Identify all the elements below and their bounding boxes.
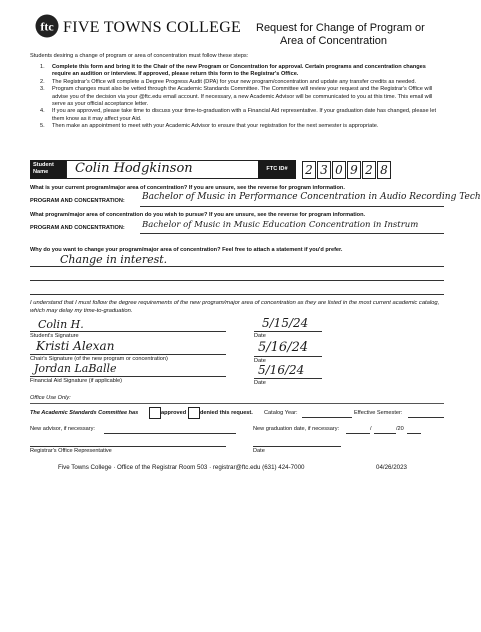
ftc-id-boxes [302,161,391,178]
current-program-underline [140,206,444,207]
financial-aid-date-line [254,378,322,379]
student-signature[interactable]: Colin H. [38,318,84,331]
new-advisor-line[interactable] [104,433,236,434]
effective-semester-label: Effective Semester: [354,410,403,416]
grad-year-line[interactable] [407,433,421,434]
form-title-line1: Request for Change of Program or [256,22,425,34]
student-date-label: Date [254,333,266,339]
committee-text: The Academic Standards Committee has [30,410,139,416]
chair-signature-line [30,354,226,355]
office-use-divider [30,403,444,404]
financial-aid-signature-line [30,376,226,377]
new-program-value[interactable]: Bachelor of Music in Music Education Concentration in Instrum [142,220,419,230]
grad-day-line[interactable] [374,433,396,434]
catalog-year-label: Catalog Year: [264,410,298,416]
office-use-title: Office Use Only: [30,395,71,401]
student-name-value: Colin Hodgkinson [75,161,193,176]
step-item: 1. Complete this form and bring it to the Chair of the new Program or Concentration for approval. Certain programs and concentration changes require an audition or interview. If approved, please return this form to the Registrar's Office. [40,64,426,78]
ftc-id-digit[interactable]: 2 [302,161,316,179]
chair-date-line [254,356,322,357]
new-program-question: What program/major area of concentration do you wish to pursue? If you are unsure, see the reverse for program information. [30,212,366,218]
reason-line-1 [30,266,444,267]
grad-month-line[interactable] [346,433,370,434]
chair-date-label: Date [254,358,266,364]
step-item: 2. The Registrar's Office will complete a Degree Progress Audit (DPA) for your new program/concentration and update any transfer credits as needed. [40,78,417,85]
college-seal-icon [35,14,59,38]
catalog-year-line[interactable] [302,417,352,418]
step-item: 5. Then make an appointment to meet with your Academic Advisor to ensure that your registration for the next semester is appropriate. [40,123,379,130]
student-signature-line [30,331,226,332]
grad-date-year-prefix: /20 [396,426,404,432]
registrar-signature-line[interactable] [30,446,226,447]
financial-aid-signature-date[interactable]: 5/16/24 [258,363,305,377]
approved-label: approved [161,410,187,416]
step-item: 3. Program changes must also be vetted through the Academic Standards Committee. The Committee will review your request and the Registrar's Office will advise you of the decision via your @ftc.edu email account. If necessary, a new Academic Advisor will be communicated to you at this time. This email will serve as your official acceptance letter. [40,86,433,107]
ftc-id-digit[interactable]: 0 [332,161,346,179]
registrar-date-label: Date [253,448,265,454]
reason-line-3 [30,294,444,295]
college-name: FIVE TOWNS COLLEGE [63,19,242,36]
grad-date-label: New graduation date, if necessary: [253,426,340,432]
svg-text:ftc: ftc [40,19,54,34]
denied-checkbox[interactable] [188,407,200,419]
ftc-id-digit[interactable]: 8 [377,161,391,179]
chair-signature[interactable]: Kristi Alexan [36,339,115,353]
student-name-field[interactable] [66,160,260,179]
financial-aid-signature-label: Financial Aid Signature (if applicable) [30,378,123,384]
new-advisor-label: New advisor, if necessary: [30,426,95,432]
financial-aid-signature[interactable]: Jordan LaBalle [34,362,117,375]
student-signature-date[interactable]: 5/15/24 [262,316,309,330]
new-program-label: PROGRAM AND CONCENTRATION: [30,225,125,231]
new-program-underline [140,233,444,234]
denied-label: denied this request. [200,410,253,416]
ftc-id-digit[interactable]: 2 [362,161,376,179]
student-signature-label: Student's Signature [30,333,79,339]
intro-text: Students desiring a change of program or area of concentration must follow these steps: [30,53,249,59]
student-name-label: Student Name [30,160,66,179]
grad-date-slash: / [370,426,372,432]
approved-checkbox[interactable] [149,407,161,419]
current-program-label: PROGRAM AND CONCENTRATION: [30,198,125,204]
student-date-line [254,331,322,332]
registrar-label: Registrar's Office Representative [30,448,112,454]
ftc-id-label: FTC ID# [258,160,296,179]
ftc-id-digit[interactable]: 3 [317,161,331,179]
form-title-line2: Area of Concentration [280,35,388,47]
reason-value[interactable]: Change in interest. [60,253,168,266]
registrar-date-line[interactable] [253,446,341,447]
chair-signature-date[interactable]: 5/16/24 [258,340,309,355]
current-program-question: What is your current program/major area of concentration? If you are unsure, see the reverse for program information. [30,185,345,191]
chair-signature-label: Chair's Signature (of the new program or concentration) [30,356,168,362]
acknowledgement-text: I understand that I must follow the degree requirements of the new program/major area of concentration as they are listed in the most current academic catalog, which may delay my time-to-graduation. [30,300,440,314]
footer-date: 04/26/2023 [376,464,407,471]
financial-aid-date-label: Date [254,380,266,386]
effective-semester-line[interactable] [408,417,444,418]
steps-list [40,64,440,131]
footer-text: Five Towns College · Office of the Registrar Room 503 · registrar@ftc.edu (631) 424-7000 [58,464,305,471]
reason-line-2 [30,280,444,281]
reason-question: Why do you want to change your program/major area of concentration? Feel free to attach a statement if you'd prefer. [30,247,343,253]
ftc-id-digit[interactable]: 9 [347,161,361,179]
step-item: 4. If you are approved, please take time to discuss your time-to-graduation with a Financial Aid representative. If your graduation date has changed, please let them know as it may affect your Aid. [40,108,437,122]
current-program-value[interactable]: Bachelor of Music in Performance Concentration in Audio Recording Tech [142,192,481,202]
college-logo [35,14,59,38]
